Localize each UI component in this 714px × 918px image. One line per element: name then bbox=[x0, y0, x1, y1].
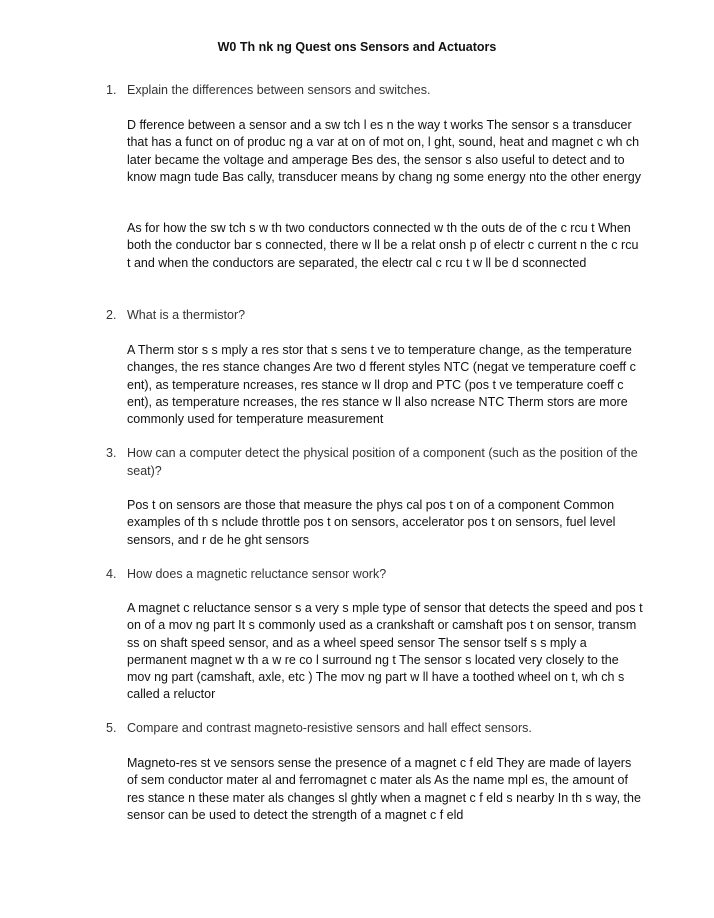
question-3 bbox=[106, 445, 646, 480]
question-1 bbox=[106, 82, 646, 100]
answer-paragraph: A magnet c reluctance sensor s a very s mple type of sensor that detects the speed and pos t on of a mov ng part It s commonly used as a crankshaft or camshaft pos t on sensor, transm ss on shaft speed sensor, and as a wheel speed sensor The sensor tself s s mply a permanent magnet w th a w re co l surround ng t The sensor s located very closely to the mov ng part (camshaft, axle, etc ) The mov ng part w ll have a toothed wheel on t, wh ch s called a reluctor bbox=[127, 601, 643, 702]
question-text: Explain the differences between sensors and switches. bbox=[127, 83, 431, 97]
question-number: 1. bbox=[106, 83, 117, 97]
question-text: How can a computer detect the physical position of a component (such as the position of the seat)? bbox=[127, 446, 638, 478]
answer-paragraph: A Therm stor s s mply a res stor that s sens t ve to temperature change, as the temperature changes, the res stance changes Are two d fferent styles NTC (negat ve temperature coeff c ent), as temperature ncreases, res stance w ll drop and PTC (pos t ve temperature coeff c ent), as temperature ncreases, the res stance w ll also ncrease NTC Therm stors are more commonly used for temperature measurement bbox=[127, 343, 636, 427]
question-text: How does a magnetic reluctance sensor work? bbox=[127, 567, 387, 581]
question-4 bbox=[106, 566, 646, 584]
answer-paragraph: As for how the sw tch s w th two conductors connected w th the outs de of the c rcu t When both the conductor bar s connected, there w ll be a relat onsh p of electr c current n the c rcu t and when the conductors are separated, the electr cal c rcu t w ll be d sconnected bbox=[127, 221, 639, 270]
question-number: 5. bbox=[106, 721, 117, 735]
answer-paragraph: Pos t on sensors are those that measure the phys cal pos t on of a component Common examples of th s nclude throttle pos t on sensors, accelerator pos t on sensors, fuel level sensors, and r de he ght sensors bbox=[127, 498, 616, 547]
question-text: What is a thermistor? bbox=[127, 308, 246, 322]
question-number: 2. bbox=[106, 308, 117, 322]
question-2 bbox=[106, 307, 646, 325]
question-number: 3. bbox=[106, 446, 117, 460]
question-number: 4. bbox=[106, 567, 117, 581]
answer-paragraph: D fference between a sensor and a sw tch l es n the way t works The sensor s a transducer that has a funct on of produc ng a var at on of mot on, l ght, sound, heat and magnet c wh ch later became the voltage and amperage Bes des, the sensor s also useful to detect and to know magn tude Bas cally, transducer means by chang ng some energy nto the other energy bbox=[127, 118, 641, 184]
question-5 bbox=[106, 720, 646, 738]
answer-paragraph: Magneto-res st ve sensors sense the presence of a magnet c f eld They are made of layers of sem conductor mater al and ferromagnet c mater als As the name mpl es, the amount of res stance n these mater als changes sl ghtly when a magnet c f eld s nearby In th s way, the sensor can be used to detect the strength of a magnet c f eld bbox=[127, 756, 641, 822]
question-text: Compare and contrast magneto-resistive sensors and hall effect sensors. bbox=[127, 721, 532, 735]
document-title: W0 Th nk ng Quest ons Sensors and Actuators bbox=[217, 40, 497, 54]
